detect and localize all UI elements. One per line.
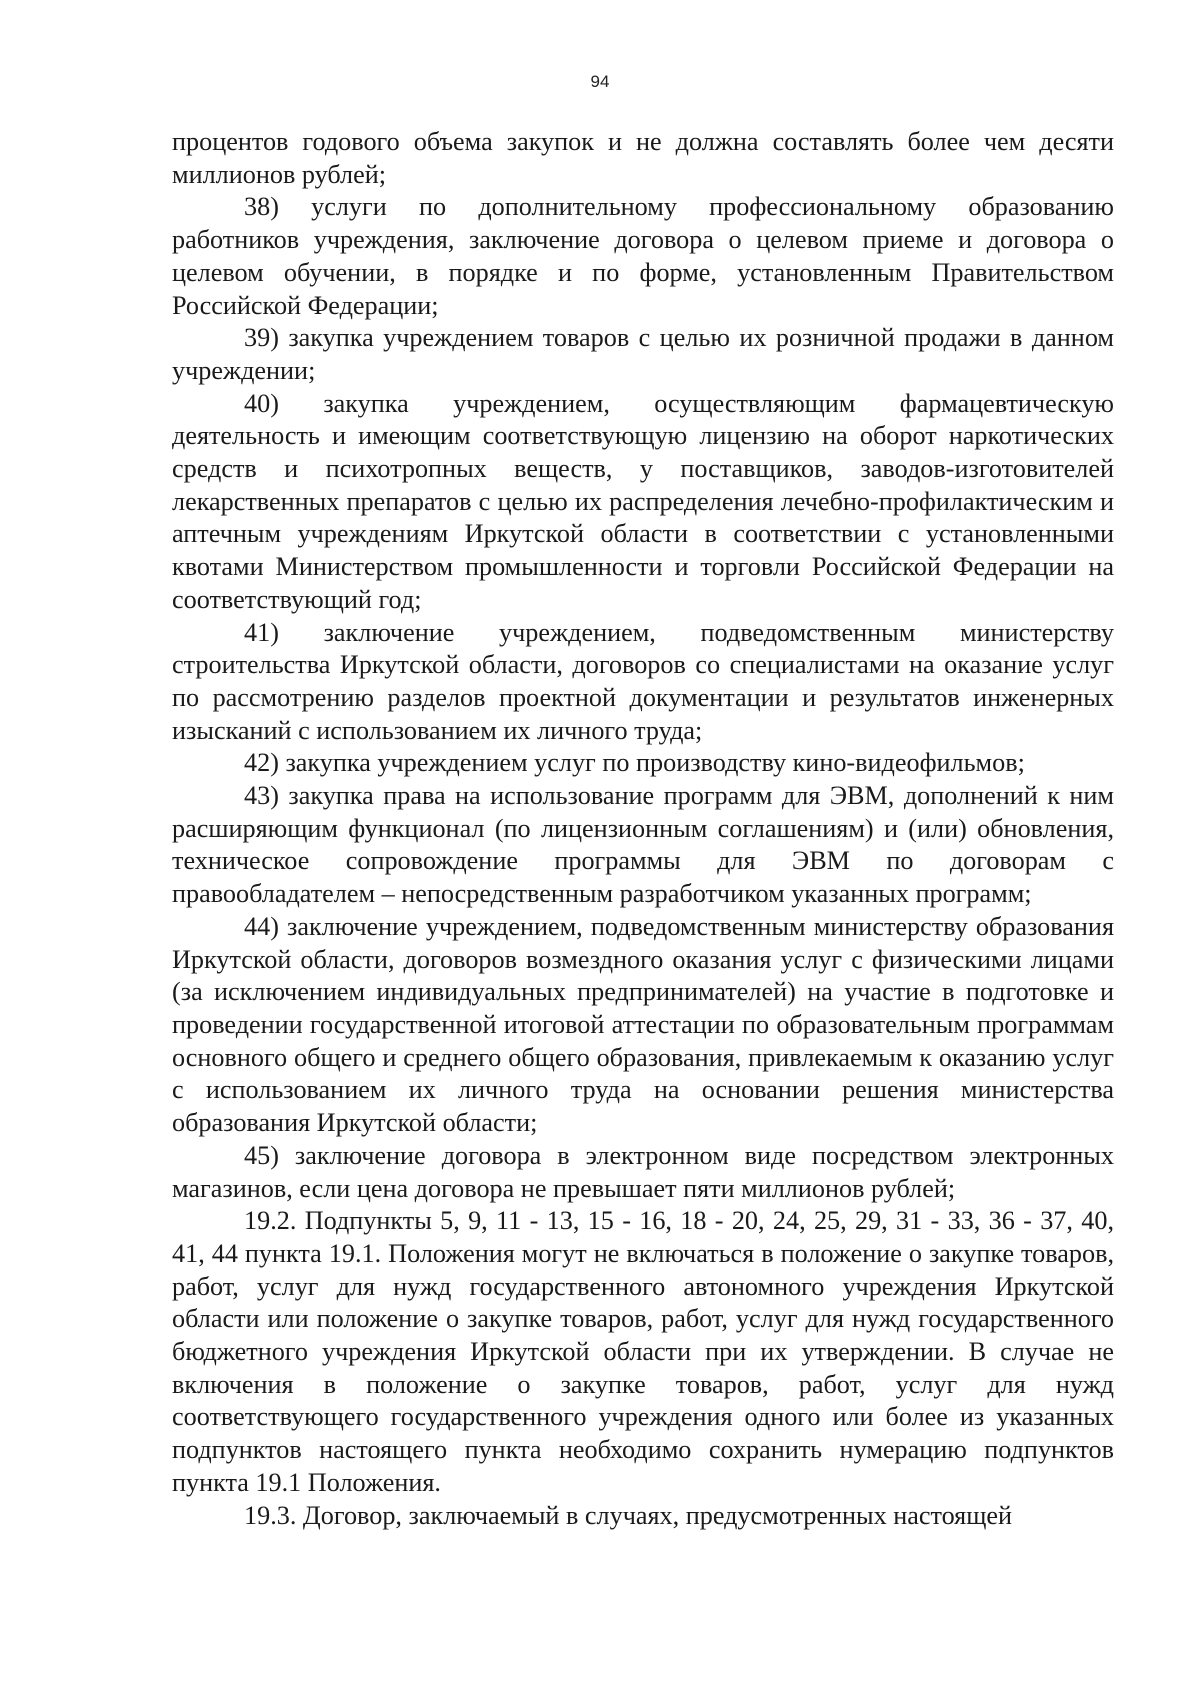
paragraph-continuation: процентов годового объема закупок и не должна составлять более чем десяти миллионов рублей;	[172, 127, 1114, 189]
paragraph-item-42: 42) закупка учреждением услуг по производству кино-видеофильмов;	[244, 748, 1025, 778]
paragraph-item-43: 43) закупка права на использование программ для ЭВМ, дополнений к ним расширяющим функционал (по лицензионным соглашениям) и (или) обновления, техническое сопровождение программы для ЭВМ по договорам с правообладателем – непосредственным разработчиком указанных программ;	[172, 781, 1114, 909]
page-number: 94	[590, 72, 610, 91]
paragraph-item-44: 44) заключение учреждением, подведомственным министерству образования Иркутской области, договоров возмездного оказания услуг с физическими лицами (за исключением индивидуальных предпринимателей) на участие в подготовке и проведении государственной итоговой аттестации по образовательным программам основного общего и среднего общего образования, привлекаемым к оказанию услуг с использованием их личного труда на основании решения министерства образования Иркутской области;	[172, 911, 1114, 1138]
paragraph-item-39: 39) закупка учреждением товаров с целью их розничной продажи в данном учреждении;	[172, 323, 1114, 385]
paragraph-clause-19-3: 19.3. Договор, заключаемый в случаях, предусмотренных настоящей	[244, 1500, 1013, 1530]
paragraph-item-45: 45) заключение договора в электронном виде посредством электронных магазинов, если цена договора не превышает пяти миллионов рублей;	[172, 1140, 1114, 1203]
paragraph-clause-19-2: 19.2. Подпункты 5, 9, 11 - 13, 15 - 16, 18 - 20, 24, 25, 29, 31 - 33, 36 - 37, 40, 41, 44 пункта 19.1. Положения могут не включаться в положение о закупке товаров, работ, услуг для нужд государственного автономного учреждения Иркутской области или положение о закупке товаров, работ, услуг для нужд государственного бюджетного учреждения Иркутской области при их утверждении. В случае не включения в положение о закупке товаров, работ, услуг для нужд соответствующего государственного учреждения одного или более из указанных подпунктов настоящего пункта необходимо сохранить нумерацию подпунктов пункта 19.1 Положения.	[172, 1206, 1114, 1497]
paragraph-item-40: 40) закупка учреждением, осуществляющим фармацевтическую деятельность и имеющим соответствующую лицензию на оборот наркотических средств и психотропных веществ, у поставщиков, заводов-изготовителей лекарственных препаратов с целью их распределения лечебно-профилактическим и аптечным учреждениям Иркутской области в соответствии с установленными квотами Министерством промышленности и торговли Российской Федерации на соответствующий год;	[172, 388, 1114, 614]
paragraph-item-41: 41) заключение учреждением, подведомственным министерству строительства Иркутской области, договоров со специалистами на оказание услуг по рассмотрению разделов проектной документации и результатов инженерных изысканий с использованием их личного труда;	[172, 617, 1114, 745]
paragraph-item-38: 38) услуги по дополнительному профессиональному образованию работников учреждения, заключение договора о целевом приеме и договора о целевом обучении, в порядке и по форме, установленным Правительством Российской Федерации;	[172, 192, 1114, 320]
document-body	[172, 126, 1114, 1532]
